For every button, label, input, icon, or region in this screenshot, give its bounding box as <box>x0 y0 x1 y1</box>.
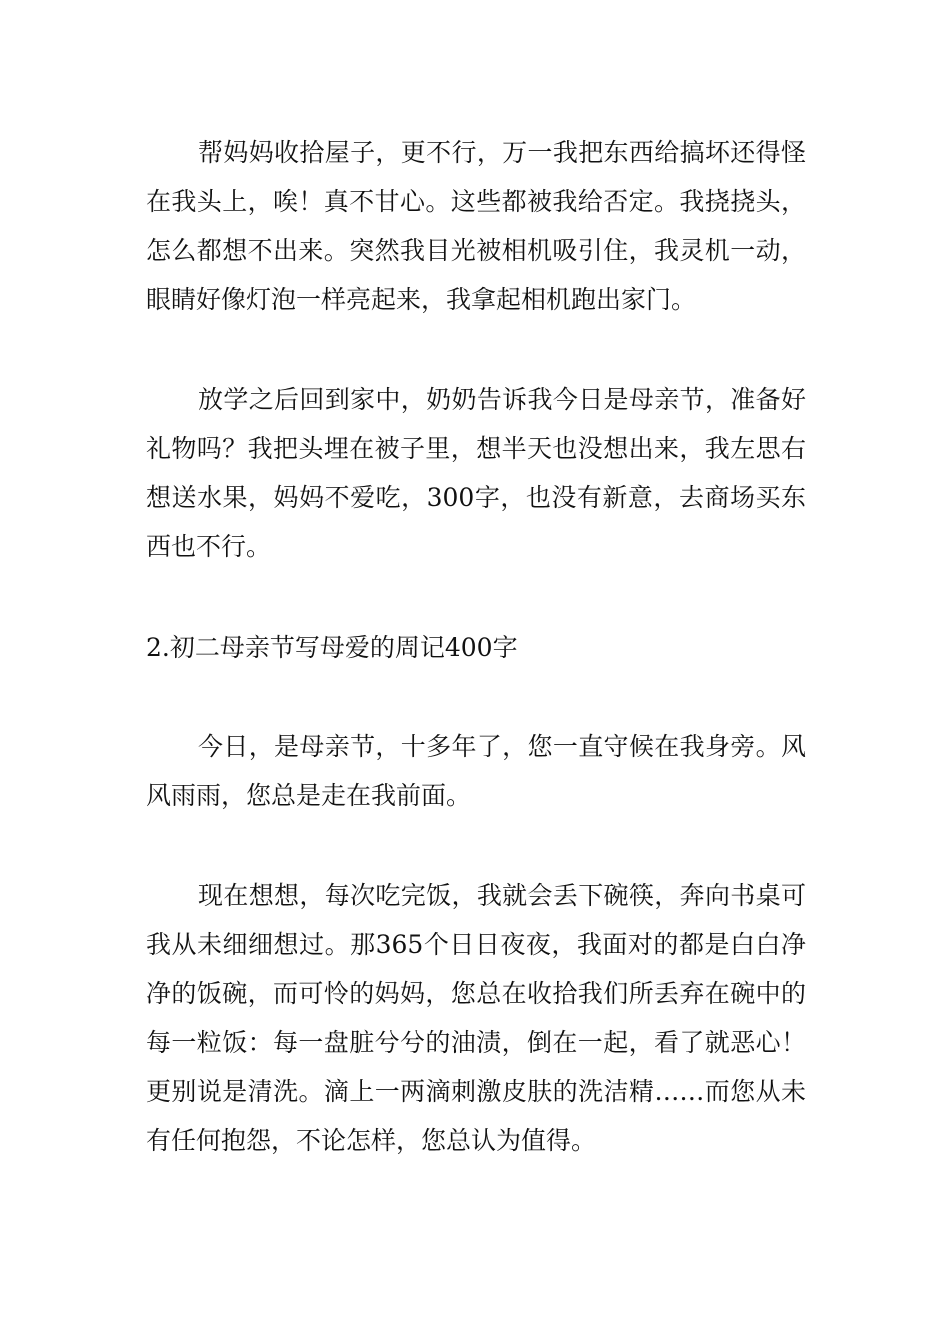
paragraph-dishes: 现在想想，每次吃完饭，我就会丢下碗筷，奔向书桌可我从未细细想过。那365个日日夜夜，我面对的都是白白净净的饭碗，而可怜的妈妈，您总在收拾我们所丢弃在碗中的每一粒饭：每一盘脏兮兮的油渍，倒在一起，看了就恶心！更别说是清洗。滴上一两滴刺激皮肤的洗洁精……而您从未有任何抱怨，不论怎样，您总认为值得。 <box>146 881 806 1155</box>
paragraph-mothers-day: 今日，是母亲节，十多年了，您一直守候在我身旁。风风雨雨，您总是走在我前面。 <box>146 732 806 810</box>
paragraph-tidy-room: 帮妈妈收拾屋子，更不行，万一我把东西给搞坏还得怪在我头上，唉！真不甘心。这些都被我给否定。我挠挠头，怎么都想不出来。突然我目光被相机吸引住，我灵机一动，眼睛好像灯泡一样亮起来，我拿起相机跑出家门。 <box>146 138 806 314</box>
section-heading: 2.初二母亲节写母爱的周记400字 <box>146 633 518 662</box>
paragraph-after-school: 放学之后回到家中，奶奶告诉我今日是母亲节，准备好礼物吗？我把头埋在被子里，想半天也没想出来，我左思右想送水果，妈妈不爱吃，300字，也没有新意，去商场买东西也不行。 <box>146 385 806 561</box>
